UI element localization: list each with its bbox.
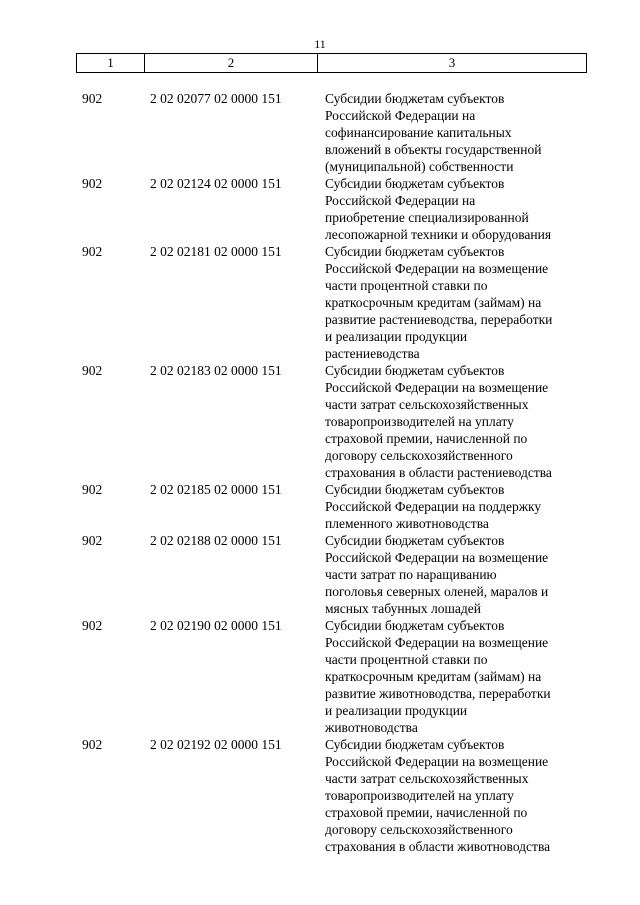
table-header [76, 53, 587, 73]
income-description [325, 532, 583, 617]
description-line: (муниципальной) собственности [325, 159, 514, 174]
description-line: поголовья северных оленей, маралов и [325, 584, 549, 599]
description-line: Субсидии бюджетам субъектов [325, 363, 505, 378]
description-line: и реализации продукции [325, 329, 468, 344]
description-line: части затрат сельскохозяйственных [325, 397, 529, 412]
description-line: Российской Федерации на возмещение [325, 754, 549, 769]
description-line: части затрат по наращиванию [325, 567, 497, 582]
admin-code: 902 [82, 176, 103, 191]
table-row [0, 617, 640, 736]
income-description [325, 481, 583, 532]
description-line: Субсидии бюджетам субъектов [325, 176, 505, 191]
description-line: и реализации продукции [325, 703, 468, 718]
table-row [0, 175, 640, 243]
description-line: Субсидии бюджетам субъектов [325, 533, 505, 548]
description-line: софинансирование капитальных [325, 125, 512, 140]
description-line: товаропроизводителей на уплату [325, 414, 514, 429]
description-line: договору сельскохозяйственного [325, 448, 513, 463]
header-col-3: 3 [448, 55, 456, 70]
income-description [325, 736, 583, 855]
description-line: части затрат сельскохозяйственных [325, 771, 529, 786]
header-col-2: 2 [145, 54, 318, 72]
admin-code: 902 [82, 244, 103, 259]
description-line: животноводства [325, 720, 418, 735]
description-line: Российской Федерации на возмещение [325, 635, 549, 650]
description-line: страхования в области растениеводства [325, 465, 552, 480]
description-line: Субсидии бюджетам субъектов [325, 244, 505, 259]
description-line: страхования в области животноводства [325, 839, 551, 854]
description-line: Российской Федерации на поддержку [325, 499, 542, 514]
budget-classification-code: 2 02 02077 02 0000 151 [150, 91, 282, 106]
description-line: Российской Федерации на [325, 108, 476, 123]
description-line: Субсидии бюджетам субъектов [325, 737, 505, 752]
admin-code: 902 [82, 737, 103, 752]
admin-code: 902 [82, 363, 103, 378]
description-line: краткосрочным кредитам (займам) на [325, 669, 542, 684]
description-line: Субсидии бюджетам субъектов [325, 482, 505, 497]
description-line: племенного животноводства [325, 516, 489, 531]
description-line: Российской Федерации на возмещение [325, 550, 549, 565]
income-description [325, 90, 583, 175]
description-line: части процентной ставки по [325, 278, 488, 293]
description-line: мясных табунных лошадей [325, 601, 481, 616]
income-description [325, 362, 583, 481]
description-line: Субсидии бюджетам субъектов [325, 618, 505, 633]
description-line: приобретение специализированной [325, 210, 529, 225]
budget-classification-code: 2 02 02181 02 0000 151 [150, 244, 282, 259]
description-line: развитие животноводства, переработки [325, 686, 551, 701]
description-line: Российской Федерации на возмещение [325, 261, 549, 276]
table-row [0, 532, 640, 617]
budget-classification-code: 2 02 02185 02 0000 151 [150, 482, 282, 497]
page-number: 11 [314, 37, 326, 51]
budget-classification-code: 2 02 02192 02 0000 151 [150, 737, 282, 752]
description-line: товаропроизводителей на уплату [325, 788, 514, 803]
income-description [325, 175, 583, 243]
table-body [0, 90, 640, 855]
description-line: вложений в объекты государственной [325, 142, 542, 157]
income-description [325, 243, 583, 362]
admin-code: 902 [82, 533, 103, 548]
description-line: растениеводства [325, 346, 420, 361]
table-row [0, 362, 640, 481]
budget-classification-code: 2 02 02190 02 0000 151 [150, 618, 282, 633]
description-line: лесопожарной техники и оборудования [325, 227, 552, 242]
header-col-1: 1 [77, 54, 145, 72]
admin-code: 902 [82, 618, 103, 633]
description-line: развитие растениеводства, переработки [325, 312, 553, 327]
description-line: договору сельскохозяйственного [325, 822, 513, 837]
description-line: части процентной ставки по [325, 652, 488, 667]
admin-code: 902 [82, 482, 103, 497]
description-line: страховой премии, начисленной по [325, 431, 528, 446]
budget-classification-code: 2 02 02188 02 0000 151 [150, 533, 282, 548]
description-line: краткосрочным кредитам (займам) на [325, 295, 542, 310]
description-line: Российской Федерации на [325, 193, 476, 208]
table-row [0, 90, 640, 175]
budget-classification-code: 2 02 02124 02 0000 151 [150, 176, 282, 191]
description-line: Субсидии бюджетам субъектов [325, 91, 505, 106]
table-row [0, 243, 640, 362]
table-row [0, 736, 640, 855]
admin-code: 902 [82, 91, 103, 106]
income-description [325, 617, 583, 736]
description-line: страховой премии, начисленной по [325, 805, 528, 820]
description-line: Российской Федерации на возмещение [325, 380, 549, 395]
table-row [0, 481, 640, 532]
budget-classification-code: 2 02 02183 02 0000 151 [150, 363, 282, 378]
